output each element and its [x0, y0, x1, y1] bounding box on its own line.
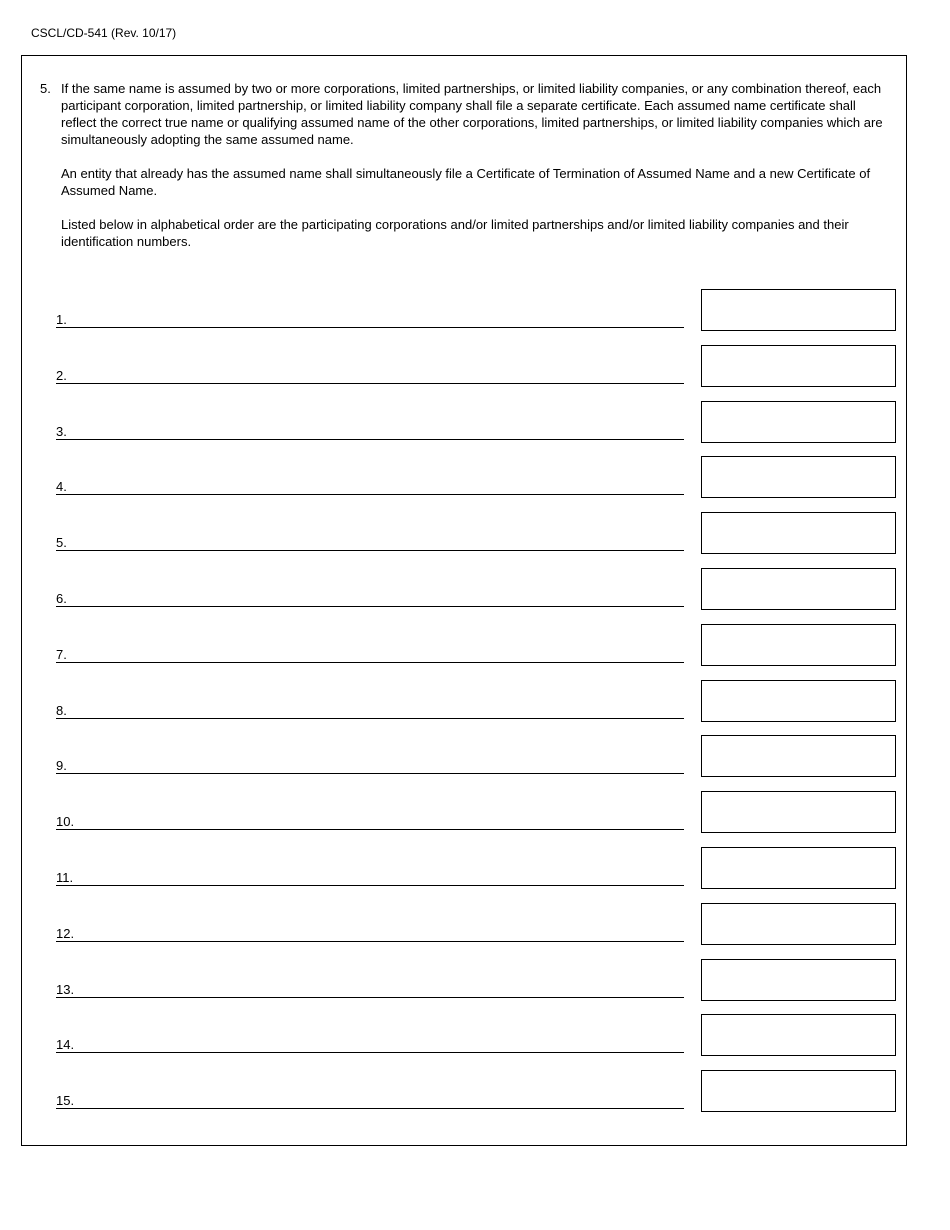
entry-label: 7.: [56, 647, 67, 662]
identification-number-box[interactable]: [701, 680, 896, 722]
identification-number-box[interactable]: [701, 1014, 896, 1056]
entity-name-field[interactable]: [56, 1052, 684, 1053]
entity-name-field[interactable]: [56, 439, 684, 440]
identification-number-box[interactable]: [701, 624, 896, 666]
instructions-section: [40, 80, 890, 267]
identification-number-box[interactable]: [701, 959, 896, 1001]
entry-label: 3.: [56, 424, 67, 439]
identification-number-box[interactable]: [701, 791, 896, 833]
instruction-paragraph-2: An entity that already has the assumed name shall simultaneously file a Certificate of Termination of Assumed Name and a new Certificate of Assumed Name.: [61, 166, 871, 198]
entry-label: 10.: [56, 814, 75, 829]
entry-label: 15.: [56, 1093, 75, 1108]
entry-label: 4.: [56, 479, 67, 494]
entity-name-field[interactable]: [56, 829, 684, 830]
entity-name-field[interactable]: [56, 327, 684, 328]
entity-name-field[interactable]: [56, 550, 684, 551]
entity-name-field[interactable]: [56, 885, 684, 886]
entry-label: 11.: [56, 870, 74, 885]
entry-label: 1.: [56, 312, 67, 327]
identification-number-box[interactable]: [701, 345, 896, 387]
entry-label: 8.: [56, 703, 67, 718]
entity-name-field[interactable]: [56, 718, 684, 719]
entity-name-field[interactable]: [56, 383, 684, 384]
entry-label: 13.: [56, 982, 75, 997]
entity-name-field[interactable]: [56, 662, 684, 663]
entity-name-field[interactable]: [56, 773, 684, 774]
identification-number-box[interactable]: [701, 903, 896, 945]
identification-number-box[interactable]: [701, 401, 896, 443]
entry-label: 9.: [56, 758, 67, 773]
entity-name-field[interactable]: [56, 941, 684, 942]
entry-label: 14.: [56, 1037, 75, 1052]
entry-label: 2.: [56, 368, 67, 383]
entity-name-field[interactable]: [56, 606, 684, 607]
entry-label: 5.: [56, 535, 67, 550]
identification-number-box[interactable]: [701, 289, 896, 331]
identification-number-box[interactable]: [701, 1070, 896, 1112]
entity-name-field[interactable]: [56, 494, 684, 495]
identification-number-box[interactable]: [701, 847, 896, 889]
identification-number-box[interactable]: [701, 735, 896, 777]
instruction-paragraph-3: Listed below in alphabetical order are the participating corporations and/or limited partnerships and/or limited liability companies and their identification numbers.: [61, 217, 849, 249]
entity-name-field[interactable]: [56, 1108, 684, 1109]
identification-number-box[interactable]: [701, 568, 896, 610]
entity-name-field[interactable]: [56, 997, 684, 998]
instruction-paragraph-1: If the same name is assumed by two or more corporations, limited partnerships, or limited liability companies, or any combination thereof, each participant corporation, limited partnership, or limited liability company shall file a separate certificate. Each assumed name certificate shall reflect the correct true name or qualifying assumed name of the other corporations, limited partnerships, or limited liability companies which are simultaneously adopting the same assumed name.: [61, 81, 883, 147]
form-code: CSCL/CD-541 (Rev. 10/17): [31, 26, 177, 40]
identification-number-box[interactable]: [701, 456, 896, 498]
identification-number-box[interactable]: [701, 512, 896, 554]
entry-label: 6.: [56, 591, 67, 606]
item-number: 5.: [40, 81, 51, 96]
entry-label: 12.: [56, 926, 75, 941]
